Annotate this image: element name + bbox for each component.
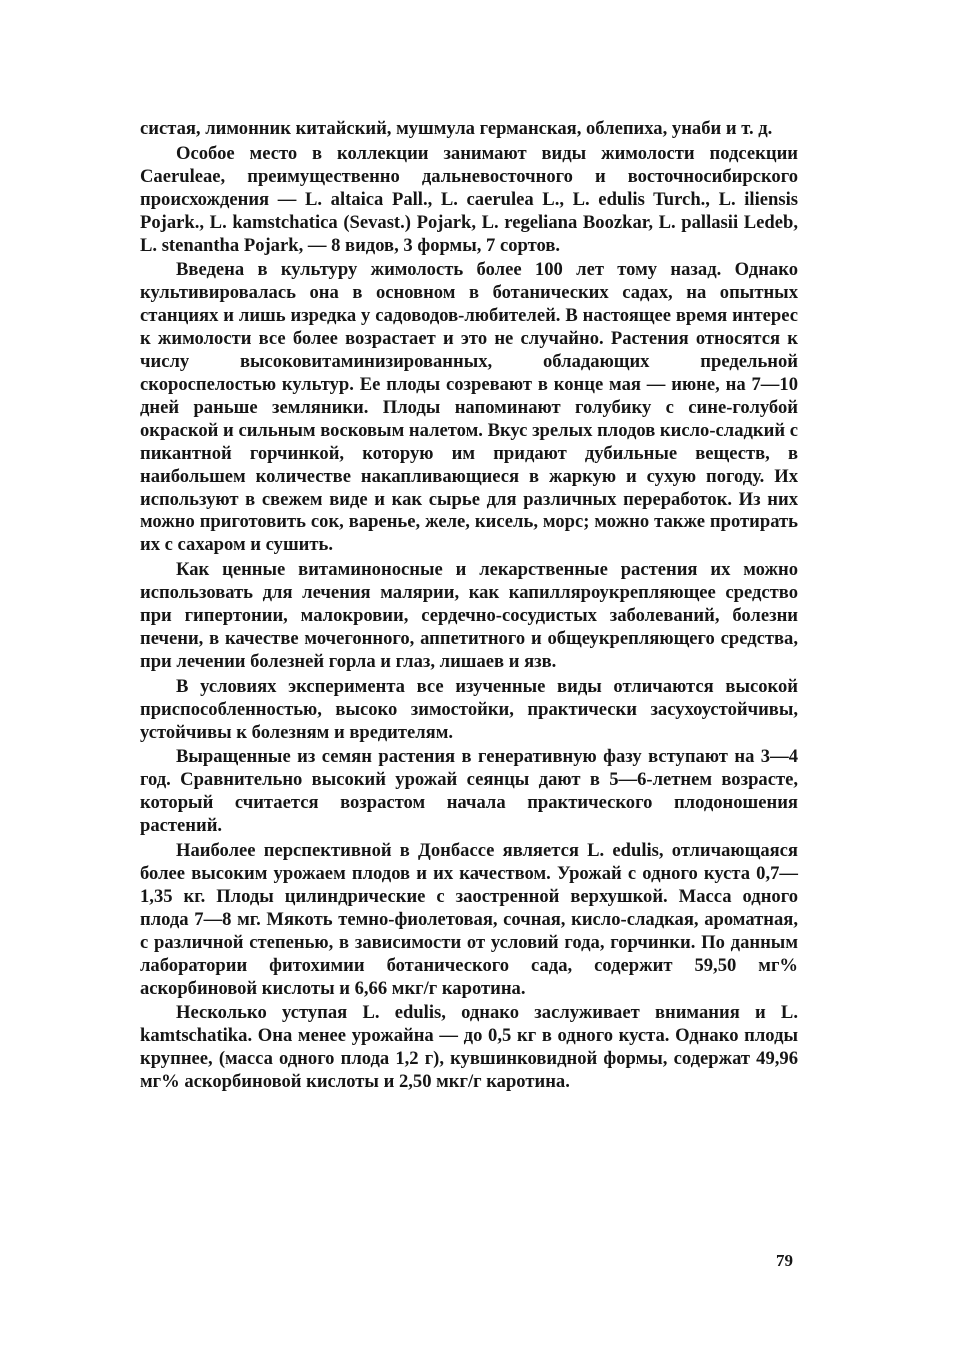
paragraph-l-kamtschatika: Несколько уступая L. edulis, однако заслуживает внимания и L. kamtschatika. Она менее урожайна — до 0,5 кг в одного куста. Однако плоды крупнее, (масса одного плода 1,2 г), кувшинковидной формы, содержат 49,96 мг% аскорбиновой кислоты и 2,50 мкг/г каротина. — [140, 1002, 798, 1093]
paragraph-l-edulis: Наиболее перспективной в Донбассе является L. edulis, отличающаяся более высоким урожаем плодов и их качеством. Урожай с одного куста 0,7—1,35 кг. Плоды цилиндрические с заостренной верхушкой. Масса одного плода 7—8 мг. Мякоть темно-фиолетовая, сочная, кисло-сладкая, ароматная, с различной степенью, в зависимости от условий года, горчинки. По данным лаборатории фитохимии ботанического сада, содержит 59,50 мг% аскорбиновой кислоты и 6,66 мкг/г каротина. — [140, 840, 798, 999]
paragraph-generative-phase: Выращенные из семян растения в генеративную фазу вступают на 3—4 год. Сравнительно высокий урожай сеянцы дают в 5—6-летнем возрасте, который считается возрастом начала практического плодоношения растений. — [140, 746, 798, 837]
paragraph-experiment-results: В условиях эксперимента все изученные виды отличаются высокой приспособленностью, высоко зимостойки, практически засухоустойчивы, устойчивы к болезням и вредителям. — [140, 675, 798, 743]
paragraph-continued: систая, лимонник китайский, мушмула германская, облепиха, унаби и т. д. — [140, 118, 773, 139]
page-number: 79 — [776, 1251, 793, 1270]
page-text-block — [140, 118, 798, 1094]
paragraph-medicinal-use: Как ценные витаминоносные и лекарственные растения их можно использовать для лечения малярии, как капилляроукрепляющее средство при гипертонии, малокровии, сердечно-сосудистых заболеваний, болезни печени, в качестве мочегонного, аппетитного и общеукрепляющего средства, при лечении болезней горла и глаз, лишаев и язв. — [140, 559, 798, 672]
paragraph-cultivation-history: Введена в культуру жимолость более 100 лет тому назад. Однако культивировалась она в основном в ботанических садах, на опытных станциях и лишь изредка у садоводов-любителей. В настоящее время интерес к жимолости все более возрастает и это не случайно. Растения относятся к числу высоковитаминизированных, обладающих предельной скороспелостью культур. Ее плоды созревают в конце мая — июне, на 7—10 дней раньше земляники. Плоды напоминают голубику с сине-голубой окраской и сильным восковым налетом. Вкус зрелых плодов кисло-сладкий с пикантной горчинкой, которую им придают дубильные веществ, в наибольшем количестве накапливающиеся в жаркую и сухую погоду. Их используют в свежем виде и как сырье для различных переработок. Из них можно приготовить сок, варенье, желе, кисель, морс; можно также протирать их с сахаром и сушить. — [140, 259, 798, 556]
paragraph-caeruleae-collection: Особое место в коллекции занимают виды жимолости подсекции Caeruleae, преимущественно дальневосточного и восточносибирского происхождения — L. altaica Pall., L. caerulea L., L. edulis Turch., L. iliensis Pojark., L. kamstchatica (Sevast.) Pojark, L. regeliana Boozkar, L. pallasii Ledeb, L. stenantha Pojark, — 8 видов, 3 формы, 7 сортов. — [140, 142, 798, 256]
